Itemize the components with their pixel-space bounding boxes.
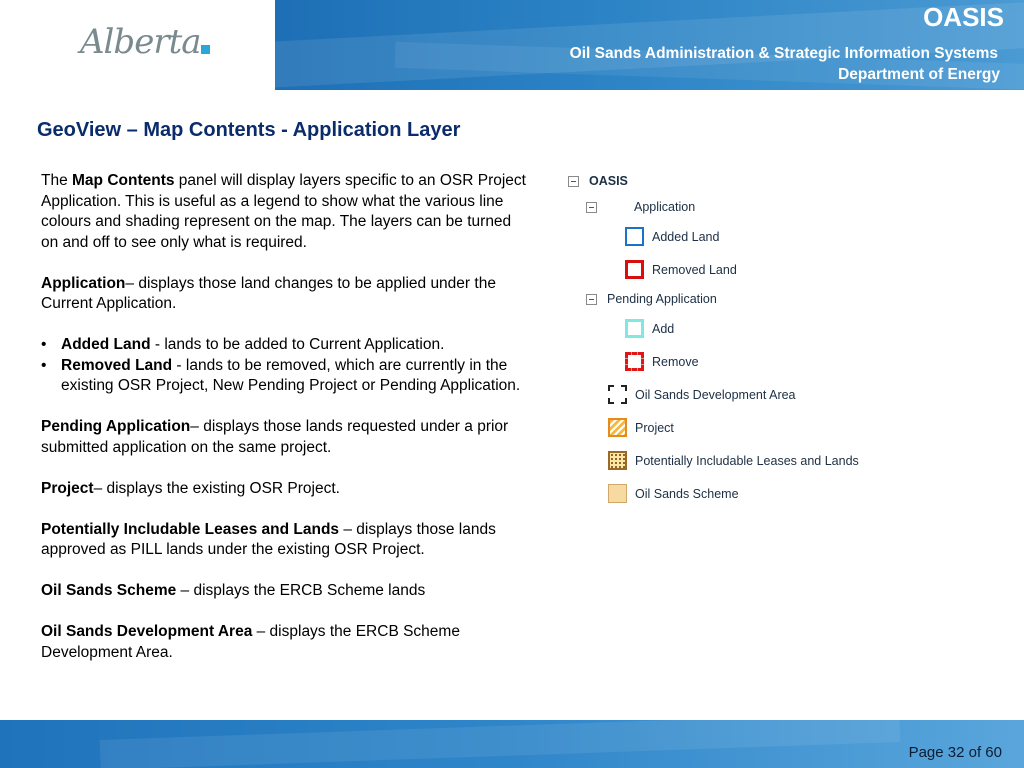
legend-item-label: Oil Sands Development Area: [635, 387, 796, 402]
application-paragraph: [41, 274, 531, 315]
logo-square-icon: [201, 45, 210, 54]
scheme-paragraph: [41, 581, 531, 602]
legend-item-label: Oil Sands Scheme: [635, 486, 739, 501]
project-term: Project: [41, 479, 94, 497]
legend-item-label: Remove: [652, 354, 699, 369]
legend-item-label: Add: [652, 321, 675, 336]
scheme-term: Oil Sands Scheme: [41, 582, 177, 599]
footer-banner: [0, 720, 1024, 768]
intro-term: Map Contents: [72, 172, 175, 189]
osda-paragraph: [41, 622, 531, 663]
legend-group-pending-application: [586, 292, 717, 306]
collapse-toggle-icon[interactable]: [586, 202, 597, 213]
project-symbol-icon: [608, 418, 627, 437]
application-term: Application: [41, 274, 126, 292]
legend-group-label: Application: [634, 200, 696, 214]
legend-item-osda[interactable]: [608, 385, 796, 404]
intro-pre: The: [41, 172, 73, 189]
header-title: OASIS: [923, 2, 1004, 32]
logo-area: [0, 0, 275, 90]
legend-item-pill[interactable]: [608, 451, 859, 470]
legend-item-label: Added Land: [652, 229, 720, 244]
legend-item-label: Potentially Includable Leases and Lands: [635, 453, 859, 468]
bullet-item: [41, 356, 531, 397]
legend-item-label: Project: [635, 420, 674, 435]
development-area-symbol-icon: [608, 385, 627, 404]
scheme-symbol-icon: [608, 484, 627, 503]
header-subtitle: Oil Sands Administration & Strategic Information Systems: [569, 45, 998, 62]
legend-item-remove[interactable]: [625, 352, 699, 371]
bullet-item: [41, 335, 531, 356]
legend-item-add[interactable]: [625, 319, 674, 338]
body-text: [41, 171, 531, 684]
pending-term: Pending Application: [41, 418, 191, 435]
intro-post: panel will display layers specific to an OSR Project Application. This is useful as a legend to show what the various line colours and shading represent on the map. The layers can be turned on and off to see only what is required.: [41, 172, 526, 251]
application-bullets: [41, 335, 531, 397]
scheme-desc: – displays the ERCB Scheme lands: [176, 582, 426, 599]
pill-desc: – displays those lands approved as PILL lands under the existing OSR Project.: [41, 520, 496, 558]
bullet-term: Removed Land: [61, 356, 173, 374]
header-department: Department of Energy: [838, 66, 1000, 83]
pill-symbol-icon: [608, 451, 627, 470]
legend-item-added-land[interactable]: [625, 227, 719, 246]
project-desc: – displays the existing OSR Project.: [93, 479, 340, 497]
legend-root-label: OASIS: [589, 174, 628, 188]
bullet-desc: - lands to be added to Current Application.: [150, 336, 445, 353]
legend-root-oasis: [568, 174, 628, 188]
pending-desc: – displays those lands requested under a prior submitted application on the same project.: [41, 418, 509, 456]
application-desc: – displays those land changes to be applied under the Current Application.: [41, 274, 496, 312]
collapse-toggle-icon[interactable]: [586, 294, 597, 305]
collapse-toggle-icon[interactable]: [568, 176, 579, 187]
alberta-logo: Alberta: [80, 22, 201, 62]
header-band: [275, 0, 1024, 90]
osda-desc: – displays the ERCB Scheme Development Area.: [41, 623, 460, 661]
add-symbol-icon: [625, 319, 644, 338]
legend-item-label: Removed Land: [652, 262, 737, 277]
legend-group-application: [586, 200, 695, 214]
legend-item-scheme[interactable]: [608, 484, 739, 503]
decorative-streak: [100, 720, 901, 768]
intro-paragraph: [41, 171, 531, 253]
pending-paragraph: [41, 417, 531, 458]
project-paragraph: [41, 479, 531, 500]
pill-paragraph: [41, 520, 531, 561]
bullet-term: Added Land: [61, 336, 151, 353]
osda-term: Oil Sands Development Area: [41, 623, 253, 640]
legend-item-project[interactable]: [608, 418, 674, 437]
legend-item-removed-land[interactable]: [625, 260, 737, 279]
removed-land-symbol-icon: [625, 260, 644, 279]
slide-title: GeoView – Map Contents - Application Layer: [37, 119, 461, 141]
remove-symbol-icon: [625, 352, 644, 371]
page-number: Page 32 of 60: [908, 744, 1002, 761]
added-land-symbol-icon: [625, 227, 644, 246]
pill-term: Potentially Includable Leases and Lands: [41, 520, 340, 538]
legend-group-label: Pending Application: [607, 292, 717, 306]
header-banner: [0, 0, 1024, 90]
bullet-desc: - lands to be removed, which are currently in the existing OSR Project, New Pending Project or Pending Application.: [61, 356, 521, 394]
